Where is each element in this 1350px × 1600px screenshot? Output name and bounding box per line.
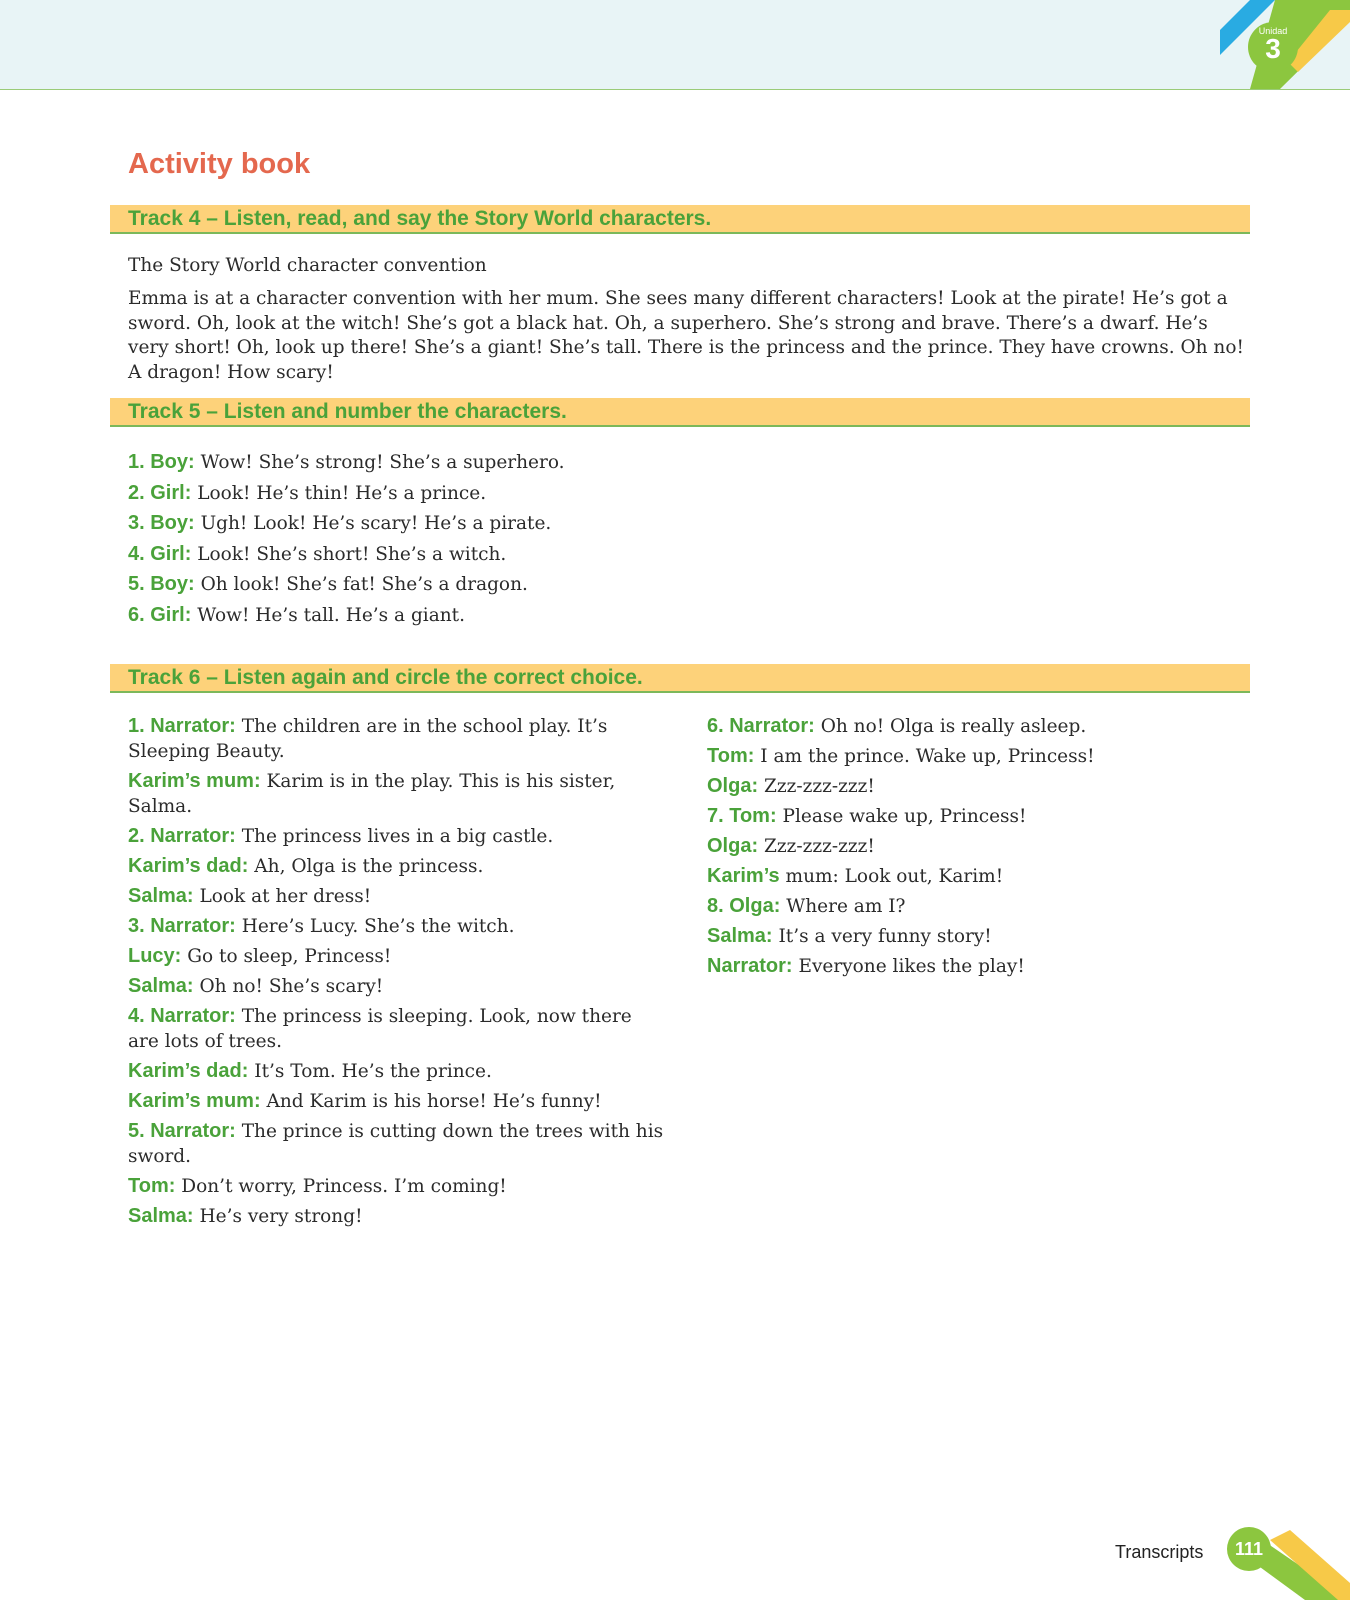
dialogue-line — [128, 480, 828, 511]
line-text: The prince is cutting down the trees with his sword. — [128, 1121, 664, 1167]
speaker: 6. Narrator: — [707, 715, 815, 737]
speaker: 6. Girl: — [128, 603, 192, 626]
dialogue-line — [128, 854, 668, 879]
speaker: Salma: — [707, 925, 773, 947]
dialogue-line — [707, 894, 1227, 919]
speaker: Karim’s mum: — [128, 1090, 261, 1112]
line-text: mum: Look out, Karim! — [785, 866, 1004, 887]
line-text: Look! She’s short! She’s a witch. — [197, 543, 507, 565]
line-text: Don’t worry, Princess. I’m coming! — [181, 1176, 507, 1197]
speaker: 2. Narrator: — [128, 825, 236, 847]
dialogue-line — [128, 1174, 668, 1199]
unit-label: Unidad — [1258, 26, 1288, 36]
speaker: Salma: — [128, 1205, 194, 1227]
line-text: Where am I? — [786, 896, 906, 917]
line-text: Everyone likes the play! — [798, 956, 1025, 977]
dialogue-line — [128, 602, 828, 633]
line-text: Oh look! She’s fat! She’s a dragon. — [200, 574, 528, 595]
line-text: The children are in the school play. It’s Sleeping Beauty. — [128, 716, 608, 762]
track6-right-column — [707, 714, 1227, 984]
line-text: Go to sleep, Princess! — [187, 946, 392, 967]
track6-heading: Track 6 – Listen again and circle the correct choice. — [110, 664, 1250, 693]
footer-section-label: Transcripts — [1115, 1542, 1204, 1562]
line-text: Look! He’s thin! He’s a prince. — [197, 482, 487, 504]
line-text: Please wake up, Princess! — [782, 806, 1027, 827]
dialogue-line — [707, 714, 1227, 739]
unit-badge — [1248, 22, 1298, 72]
track6-left-column — [128, 714, 668, 1234]
dialogue-line — [128, 449, 828, 480]
line-text: Karim is in the play. This is his sister, Salma. — [128, 771, 616, 817]
dialogue-line — [128, 769, 668, 819]
dialogue-line — [707, 774, 1227, 799]
speaker: Karim’s — [707, 865, 780, 887]
line-text: Zzz-zzz-zzz! — [764, 776, 875, 797]
speaker: 2. Girl: — [128, 481, 192, 504]
speaker: 4. Narrator: — [128, 1005, 236, 1027]
dialogue-line — [128, 1204, 668, 1229]
speaker: 7. Tom: — [707, 805, 777, 827]
line-text: The princess is sleeping. Look, now there are lots of trees. — [128, 1006, 632, 1052]
speaker: Lucy: — [128, 945, 182, 967]
dialogue-line — [128, 1059, 668, 1084]
dialogue-line — [128, 914, 668, 939]
speaker: Olga: — [707, 775, 759, 797]
track5-lines — [128, 449, 828, 632]
track4-heading: Track 4 – Listen, read, and say the Story World characters. — [110, 205, 1250, 234]
story-title: The Story World character convention — [128, 255, 487, 276]
dialogue-line — [707, 744, 1227, 769]
speaker: Salma: — [128, 885, 194, 907]
speaker: 4. Girl: — [128, 542, 192, 565]
dialogue-line — [707, 924, 1227, 949]
story-text: Emma is at a character convention with her mum. She sees many different characters! Look at the pirate! He’s got a sword. Oh, look at the witch! She’s got a black hat. Oh, a superhero. She’s strong and brave. There’s a dwarf. He’s very short! Oh, look up there! She’s a giant! She’s tall. There is the princess and the prince. They have crowns. Oh no! A dragon! How scary! — [128, 288, 1244, 383]
dialogue-line — [128, 1004, 668, 1054]
dialogue-line — [707, 834, 1227, 859]
line-text: It’s a very funny story! — [778, 926, 992, 947]
line-text: I am the prince. Wake up, Princess! — [760, 746, 1095, 767]
dialogue-line — [128, 571, 828, 602]
line-text: Wow! He’s tall. He’s a giant. — [197, 604, 465, 626]
dialogue-line — [128, 1119, 668, 1169]
page-number: 111 — [1227, 1527, 1271, 1571]
line-text: Ugh! Look! He’s scary! He’s a pirate. — [200, 513, 552, 534]
dialogue-line — [707, 804, 1227, 829]
line-text: He’s very strong! — [199, 1206, 363, 1227]
line-text: Oh no! She’s scary! — [199, 976, 384, 997]
speaker: 8. Olga: — [707, 895, 781, 917]
header-band — [0, 0, 1350, 90]
line-text: Ah, Olga is the princess. — [254, 856, 484, 877]
track5-heading: Track 5 – Listen and number the characters. — [110, 398, 1250, 427]
speaker: 1. Boy: — [128, 451, 195, 473]
speaker: Narrator: — [707, 955, 793, 977]
line-text: Look at her dress! — [199, 886, 372, 907]
speaker: 5. Boy: — [128, 573, 195, 595]
dialogue-line — [128, 884, 668, 909]
speaker: Karim’s mum: — [128, 770, 261, 792]
dialogue-line — [128, 944, 668, 969]
page-title: Activity book — [128, 148, 311, 180]
speaker: 1. Narrator: — [128, 715, 236, 737]
speaker: 5. Narrator: — [128, 1120, 236, 1142]
dialogue-line — [128, 541, 828, 572]
line-text: The princess lives in a big castle. — [241, 826, 554, 847]
line-text: Zzz-zzz-zzz! — [764, 836, 875, 857]
dialogue-line — [128, 714, 668, 764]
speaker: Karim’s dad: — [128, 1060, 249, 1082]
speaker: 3. Narrator: — [128, 915, 236, 937]
dialogue-line — [128, 974, 668, 999]
line-text: Here’s Lucy. She’s the witch. — [241, 916, 515, 937]
speaker: Tom: — [128, 1175, 176, 1197]
speaker: 3. Boy: — [128, 512, 195, 534]
speaker: Salma: — [128, 975, 194, 997]
line-text: Wow! She’s strong! She’s a superhero. — [200, 452, 565, 473]
line-text: It’s Tom. He’s the prince. — [254, 1061, 492, 1082]
unit-number: 3 — [1265, 33, 1281, 64]
speaker: Tom: — [707, 745, 755, 767]
dialogue-line — [707, 864, 1227, 889]
dialogue-line — [128, 1089, 668, 1114]
dialogue-line — [128, 824, 668, 849]
speaker: Karim’s dad: — [128, 855, 249, 877]
line-text: Oh no! Olga is really asleep. — [820, 716, 1087, 737]
dialogue-line — [707, 954, 1227, 979]
dialogue-line — [128, 510, 828, 541]
speaker: Olga: — [707, 835, 759, 857]
line-text: And Karim is his horse! He’s funny! — [266, 1091, 602, 1112]
